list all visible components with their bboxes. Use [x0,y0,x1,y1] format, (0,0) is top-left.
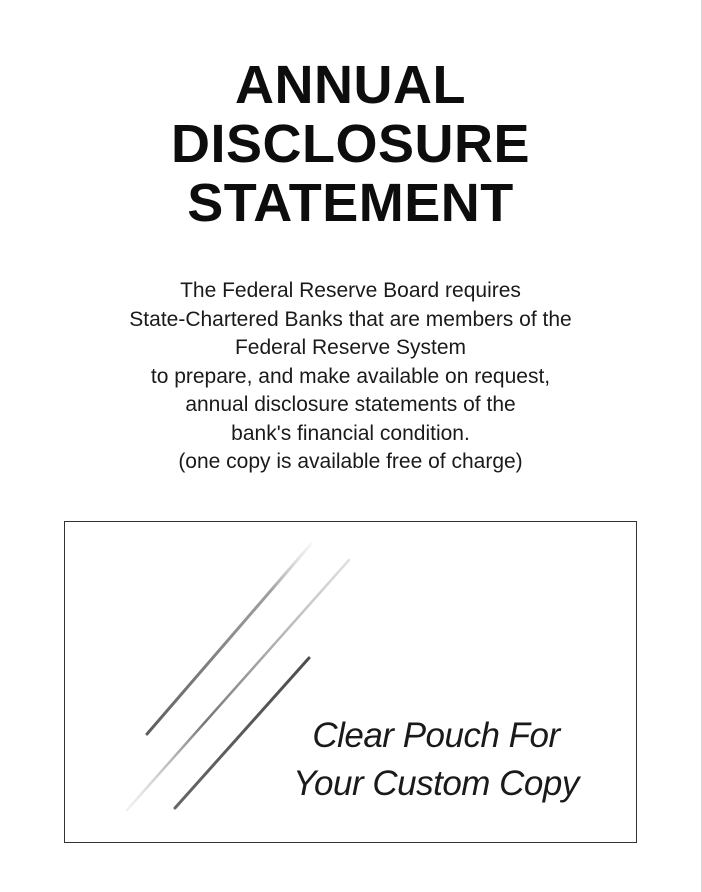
glare-streak-1 [147,544,311,734]
notice-line-7: (one copy is available free of charge) [178,450,523,473]
notice-line-3: Federal Reserve System [234,336,467,359]
clear-pouch [64,521,637,843]
notice-line-4: to prepare, and make available on request, [150,364,551,388]
title-line-1: ANNUAL [235,55,466,115]
disclosure-notice [0,277,701,477]
notice-line-1: The Federal Reserve Board requires [180,279,521,302]
notice-line-5: annual disclosure statements of the [185,393,516,416]
notice-line-2: State-Chartered Banks that are members of the [129,307,572,331]
title-line-2: DISCLOSURE [170,114,531,174]
title-line-3: STATEMENT [187,173,514,233]
pouch-caption-line-1: Clear Pouch For [312,716,560,755]
notice-line-6: bank's financial condition. [231,421,470,445]
pouch-caption-line-2: Your Custom Copy [293,764,579,803]
sign-title [0,56,701,233]
pouch-caption [276,712,596,808]
